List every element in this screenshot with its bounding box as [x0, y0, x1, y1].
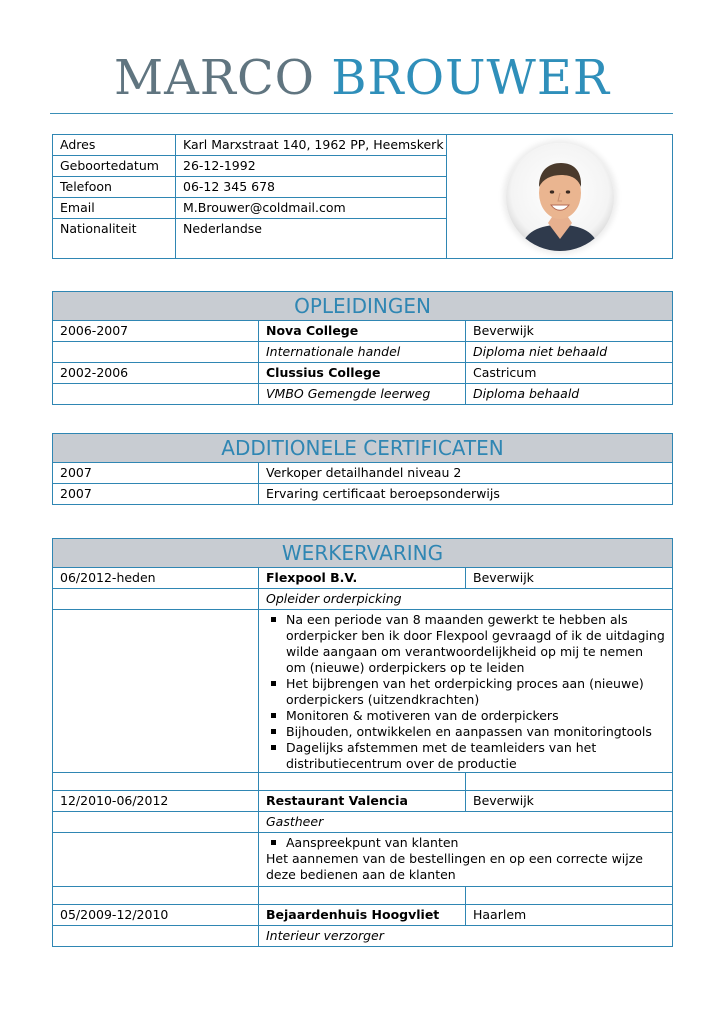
experience-row [53, 791, 673, 812]
personal-value: M.Brouwer@coldmail.com [176, 198, 447, 219]
empty-cell [53, 384, 259, 405]
empty-cell [466, 773, 673, 791]
task-item: Aanspreekpunt van klanten [266, 835, 665, 851]
experience-place: Haarlem [466, 905, 673, 926]
experience-row [53, 833, 673, 887]
experience-company: Restaurant Valencia [259, 791, 466, 812]
experience-place: Beverwijk [466, 791, 673, 812]
task-item: Bijhouden, ontwikkelen en aanpassen van monitoringtools [266, 724, 665, 740]
task-item: Het bijbrengen van het orderpicking proces aan (nieuwe) orderpickers (uitzendkrachten) [266, 676, 665, 708]
experience-period: 12/2010-06/2012 [53, 791, 259, 812]
certificate-year: 2007 [53, 484, 259, 505]
personal-info-table [52, 134, 673, 259]
empty-cell [53, 926, 259, 947]
experience-heading: WERKERVARING [53, 539, 673, 568]
certificates-heading: ADDITIONELE CERTIFICATEN [53, 434, 673, 463]
empty-cell [53, 812, 259, 833]
personal-value: 06-12 345 678 [176, 177, 447, 198]
experience-period: 06/2012-heden [53, 568, 259, 589]
education-place: Castricum [466, 363, 673, 384]
education-row [53, 363, 673, 384]
experience-spacer-row [53, 773, 673, 791]
empty-cell [53, 773, 259, 791]
empty-cell [259, 887, 466, 905]
education-result: Diploma niet behaald [466, 342, 673, 363]
experience-row [53, 610, 673, 773]
education-row [53, 384, 673, 405]
education-program: VMBO Gemengde leerweg [259, 384, 466, 405]
certificate-row [53, 484, 673, 505]
last-name: BROUWER [331, 50, 611, 106]
education-heading: OPLEIDINGEN [53, 292, 673, 321]
experience-row [53, 589, 673, 610]
empty-cell [53, 610, 259, 773]
education-period: 2002-2006 [53, 363, 259, 384]
certificate-name: Ervaring certificaat beroepsonderwijs [259, 484, 673, 505]
experience-row [53, 812, 673, 833]
task-item: Na een periode van 8 maanden gewerkt te hebben als orderpicker ben ik door Flexpool gevraagd of ik de uitdaging wilde aangaan om verantwoordelijkheid op mij te nemen om (nieuwe) orderpickers op te leiden [266, 612, 665, 676]
experience-role: Opleider orderpicking [259, 589, 673, 610]
education-result: Diploma behaald [466, 384, 673, 405]
experience-row [53, 905, 673, 926]
experience-company: Flexpool B.V. [259, 568, 466, 589]
first-name: MARCO [113, 50, 316, 106]
task-text: Het aannemen van de bestellingen en op een correcte wijze deze bedienen aan de klanten [266, 851, 643, 882]
experience-place: Beverwijk [466, 568, 673, 589]
experience-tasks [259, 833, 673, 887]
personal-value: Nederlandse [176, 219, 447, 259]
personal-value: Karl Marxstraat 140, 1962 PP, Heemskerk [176, 135, 447, 156]
task-item: Dagelijks afstemmen met de teamleiders van het distributiecentrum over de productie [266, 740, 665, 772]
page-title [0, 50, 724, 106]
empty-cell [53, 833, 259, 887]
personal-label: Email [53, 198, 176, 219]
experience-role: Gastheer [259, 812, 673, 833]
personal-row [53, 135, 673, 156]
education-period: 2006-2007 [53, 321, 259, 342]
personal-label: Geboortedatum [53, 156, 176, 177]
empty-cell [259, 773, 466, 791]
experience-company: Bejaardenhuis Hoogvliet [259, 905, 466, 926]
certificate-name: Verkoper detailhandel niveau 2 [259, 463, 673, 484]
personal-label: Adres [53, 135, 176, 156]
empty-cell [53, 589, 259, 610]
education-program: Internationale handel [259, 342, 466, 363]
certificate-year: 2007 [53, 463, 259, 484]
certificates-table [52, 433, 673, 505]
personal-label: Telefoon [53, 177, 176, 198]
photo-cell [447, 135, 673, 259]
experience-period: 05/2009-12/2010 [53, 905, 259, 926]
education-school: Nova College [259, 321, 466, 342]
education-row [53, 321, 673, 342]
education-school: Clussius College [259, 363, 466, 384]
personal-label: Nationaliteit [53, 219, 176, 259]
personal-value: 26-12-1992 [176, 156, 447, 177]
experience-row [53, 926, 673, 947]
avatar [506, 143, 614, 251]
task-item: Monitoren & motiveren van de orderpickers [266, 708, 665, 724]
experience-table [52, 538, 673, 947]
education-table [52, 291, 673, 405]
experience-role: Interieur verzorger [259, 926, 673, 947]
experience-spacer-row [53, 887, 673, 905]
empty-cell [466, 887, 673, 905]
empty-cell [53, 342, 259, 363]
certificate-row [53, 463, 673, 484]
education-place: Beverwijk [466, 321, 673, 342]
experience-tasks [259, 610, 673, 773]
title-divider [50, 113, 673, 114]
education-row [53, 342, 673, 363]
empty-cell [53, 887, 259, 905]
experience-row [53, 568, 673, 589]
